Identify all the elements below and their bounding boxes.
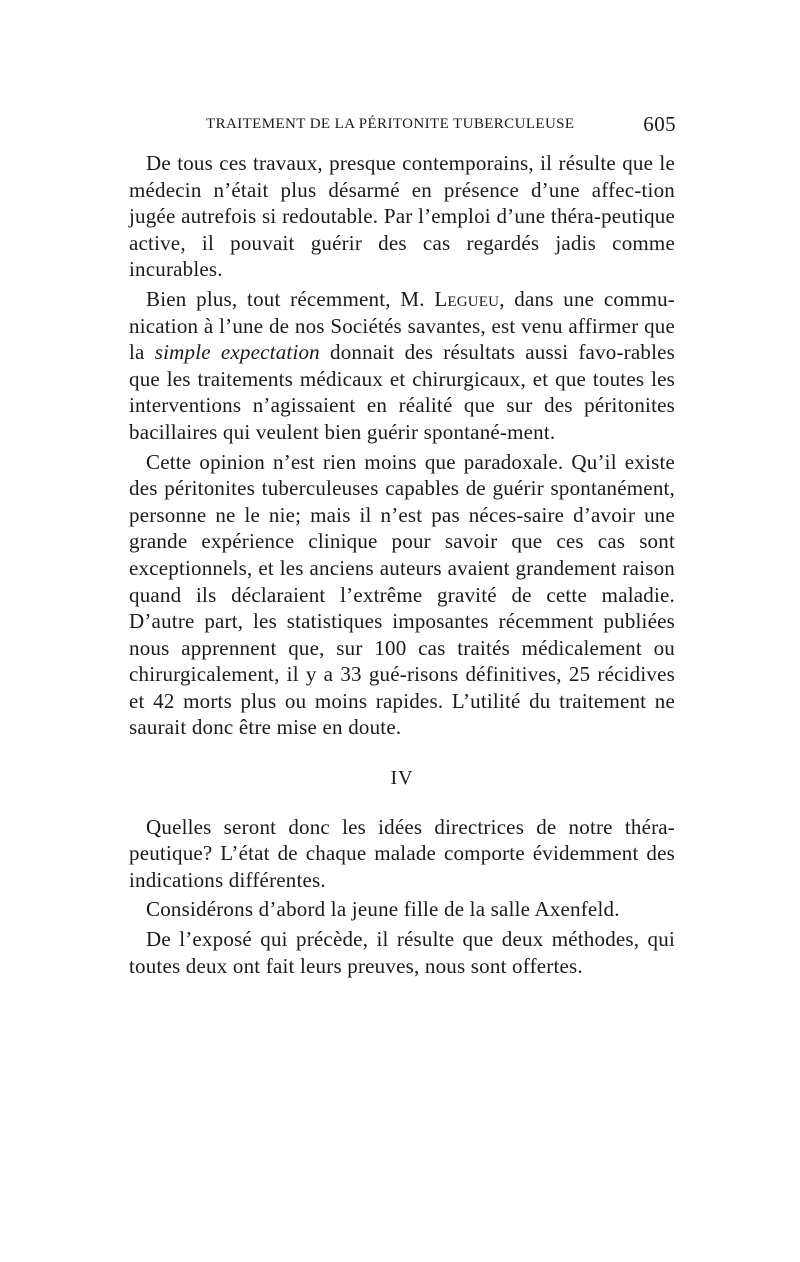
body-text (129, 150, 675, 982)
author-name-legueu: Legueu (434, 286, 500, 311)
page-number: 605 (643, 112, 676, 136)
running-head (198, 112, 676, 136)
italic-phrase: simple expectation (154, 340, 320, 365)
paragraph-2-start: Bien plus, tout récemment, M. (146, 286, 425, 311)
paragraph-2-middle: , dans une commu-nication à l’une de nos Sociétés savantes, est venu affirmer que la (129, 286, 675, 365)
section-heading: IV (390, 767, 414, 790)
running-title: TRAITEMENT DE LA PÉRITONITE TUBERCULEUSE (206, 116, 575, 132)
paragraph-4: Quelles seront donc les idées directrices de notre théra-peutique? L’état de chaque malade comporte évidemment des indications différentes. (129, 814, 675, 892)
paragraph-6: De l’exposé qui précède, il résulte que deux méthodes, qui toutes deux ont fait leurs preuves, nous sont offertes. (129, 927, 675, 978)
paragraph-5: Considérons d’abord la jeune fille de la salle Axenfeld. (146, 897, 620, 922)
paragraph-1: De tous ces travaux, presque contemporains, il résulte que le médecin n’était plus désarmé en présence d’une affec-tion jugée autrefois si redoutable. Par l’emploi d’une théra-peutique active, il pouvait guérir des cas regardés jadis comme incurables. (129, 151, 675, 282)
paragraph-2 (129, 286, 675, 446)
paragraph-2-end: donnait des résultats aussi favo-rables que les traitements médicaux et chirurgicaux, et que toutes les interventions n’agissaient en réalité que sur des péritonites bacillaires qui veulent bien guérir spontané-ment. (129, 340, 676, 444)
paragraph-3: Cette opinion n’est rien moins que paradoxale. Qu’il existe des péritonites tuberculeuses capables de guérir spontanément, personne ne le nie; mais il n’est pas néces-saire d’avoir une grande expérience clinique pour savoir que ces cas sont exceptionnels, et les anciens auteurs avaient grandement raison quand ils déclaraient l’extrême gravité de cette maladie. D’autre part, les statistiques imposantes récemment publiées nous apprennent que, sur 100 cas traités médicalement ou chirurgicalement, il y a 33 gué-risons définitives, 25 récidives et 42 morts plus ou moins rapides. L’utilité du traitement ne saurait donc être mise en doute. (129, 449, 675, 740)
